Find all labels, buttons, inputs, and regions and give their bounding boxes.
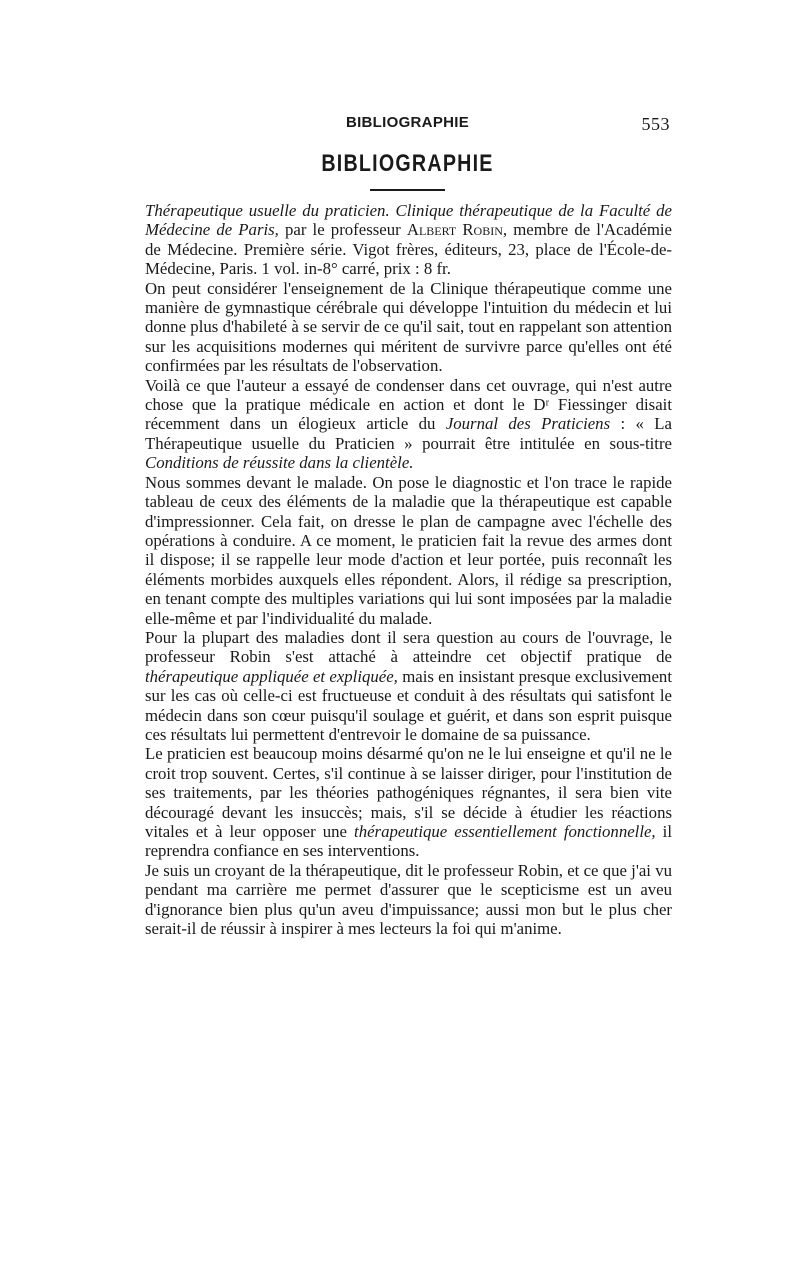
paragraph-4-emphasis: thérapeutique appliquée et expliquée, xyxy=(145,666,398,686)
paragraph-5-text-b: il reprendra confiance en ses interventions. xyxy=(145,822,672,861)
paragraph-2-text-a: Voilà ce que l'auteur a essayé de condenser dans cet ouvrage, qui n'est autre chose que la pratique médicale en action et dont le Dʳ Fiessinger disait récemment dans un élogieux article du xyxy=(145,375,672,434)
bibliographic-reference xyxy=(145,201,672,279)
paragraph-4 xyxy=(145,628,672,744)
paragraph-5 xyxy=(145,744,672,860)
book-title: Thérapeutique usuelle du praticien. Clinique thérapeutique de la Faculté de Médecine de Paris, xyxy=(145,201,672,240)
subtitle-quote: Conditions de réussite dans la clientèle. xyxy=(145,453,414,473)
paragraph-2 xyxy=(145,376,672,473)
paragraph-5-emphasis: thérapeutique essentiellement fonctionnelle, xyxy=(354,822,656,841)
page-number: 553 xyxy=(641,114,670,134)
title-divider xyxy=(370,189,445,191)
page-title: BIBLIOGRAPHIE xyxy=(321,150,494,177)
paragraph-4-text-a: Pour la plupart des maladies dont il sera question au cours de l'ouvrage, le professeur Robin s'est attaché à atteindre cet objectif pratique de xyxy=(145,627,672,667)
paragraph-1: On peut considérer l'enseignement de la Clinique thérapeutique comme une manière de gymnastique cérébrale qui développe l'intuition du médecin et lui donne plus d'habileté à se servir de ce qu'il sait, tout en rappelant son attention sur les acquisitions modernes qui méritent de survivre parce qu'elles ont été confirmées par les résultats de l'observation. xyxy=(145,278,672,376)
paragraph-4-text-b: mais en insistant presque exclusivement sur les cas où celle-ci est fructueuse et conduit à des résultats qui satisfont le médecin dans son cœur puisqu'il soulage et guérit, et dans son esprit puisque ces résultats lui permettent d'entrevoir le domaine de sa puissance. xyxy=(145,666,672,744)
reference-details: membre de l'Académie de Médecine. Première série. Vigot frères, éditeurs, 23, place de l'École-de-Médecine, Paris. 1 vol. in-8° carré, prix : 8 fr. xyxy=(145,220,672,279)
paragraph-6: Je suis un croyant de la thérapeutique, dit le professeur Robin, et ce que j'ai vu pendant ma carrière me permet d'assurer que le scepticisme est un aveu d'ignorance bien plus qu'un aveu d'impuissance; aussi mon but le plus cher serait-il de réussir à inspirer à mes lecteurs la foi qui m'anime. xyxy=(145,860,672,939)
paragraph-3: Nous sommes devant le malade. On pose le diagnostic et l'on trace le rapide tableau de ceux des éléments de la maladie que la thérapeutique est capable d'impressionner. Cela fait, on dresse le plan de campagne avec l'échelle des opérations à conduire. A ce moment, le praticien fait la revue des armes dont il dispose; il se rappelle leur mode d'action et leur portée, puis reconnaît les éléments morbides auxquels elles répondent. Alors, il rédige sa prescription, en tenant compte des multiples variations qui lui sont imposées par la maladie elle-même et par l'individualité du malade. xyxy=(145,472,672,628)
reference-author: Albert Robin, xyxy=(406,220,508,240)
journal-title: Journal des Praticiens xyxy=(445,414,611,434)
article-body xyxy=(145,201,672,938)
running-header xyxy=(145,114,670,138)
paragraph-2-text-b: : « La Thérapeutique usuelle du Praticien » pourrait être intitulée en sous-titre xyxy=(145,414,672,453)
paragraph-5-text-a: Le praticien est beaucoup moins désarmé qu'on ne le lui enseigne et qu'il ne le croit trop souvent. Certes, s'il continue à se laisser diriger, pour l'institution de ses traitements, par les théories pathogéniques régnantes, il sera bien vite découragé devant les insuccès; mais, s'il se décide à étudier les réactions vitales et à leur opposer une xyxy=(145,744,672,841)
running-title: BIBLIOGRAPHIE xyxy=(345,114,470,131)
reference-by: par le professeur xyxy=(278,220,407,240)
